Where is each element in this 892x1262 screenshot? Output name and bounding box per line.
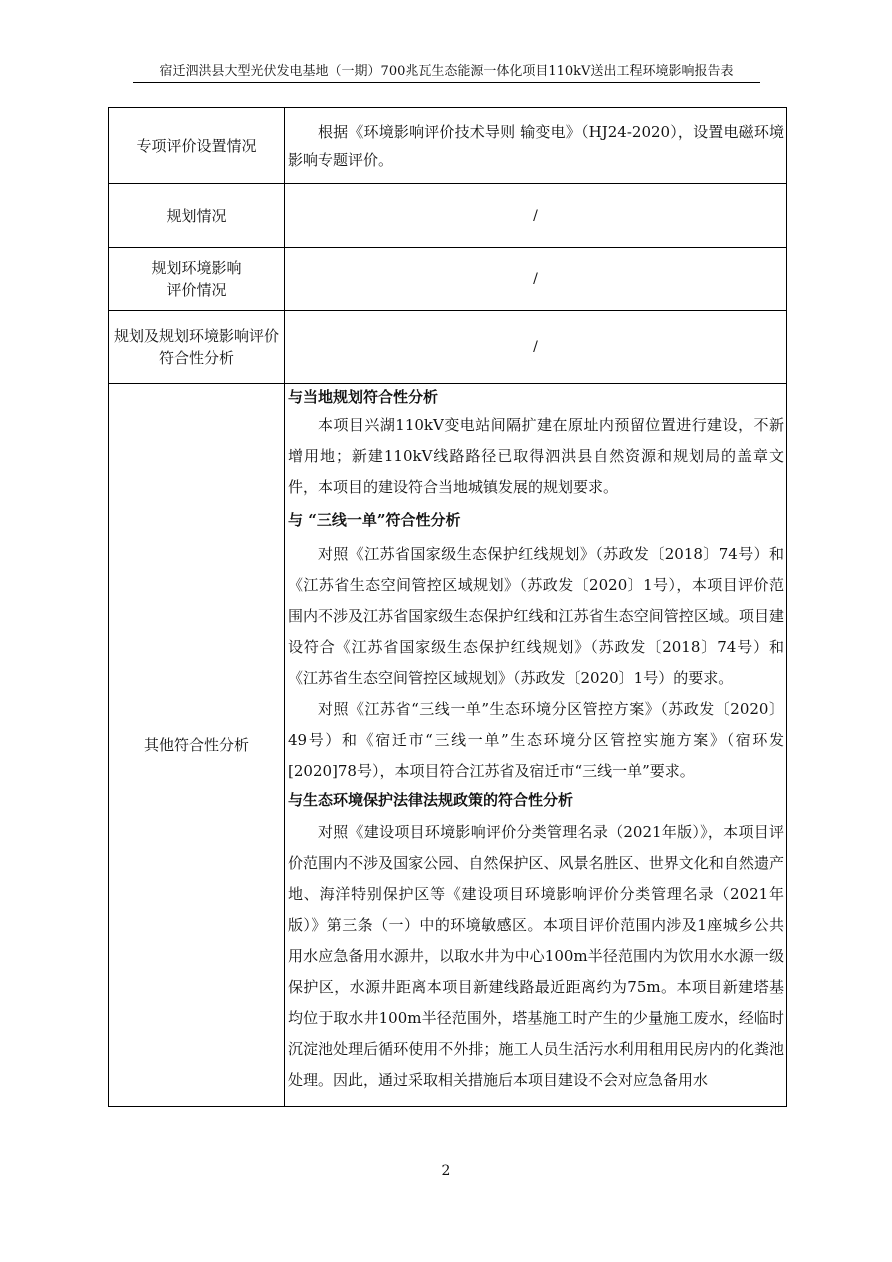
paragraph: 本项目兴湖110kV变电站间隔扩建在原址内预留位置进行建设，不新增用地；新建110kV线路路径已取得泗洪县自然资源和规划局的盖章文件，本项目的建设符合当地城镇发展的规划要求。 xyxy=(288,416,784,496)
paragraph: 对照《建设项目环境影响评价分类管理名录（2021年版）》，本项目评价范围内不涉及国家公园、自然保护区、风景名胜区、世界文化和自然遗产地、海洋特别保护区等《建设项目环境影响评价分类管理名录（2021年版）》第三条（一）中的环境敏感区。本项目评价范围内涉及1座城乡公共用水应急备用水源井，以取水井为中心100m半径范围内为饮用水水源一级保护区，水源井距离本项目新建线路最近距离约为75m。本项目新建塔基均位于取水井100m半径范围外，塔基施工时产生的少量施工废水，经临时沉淀池处理后循环使用不外排；施工人员生活污水利用租用民房内的化粪池处理。因此，通过采取相关措施后本项目建设不会对应急备用水 xyxy=(288,823,784,1089)
planning-value: / xyxy=(285,184,787,248)
label-line: 评价情况 xyxy=(166,281,227,299)
label-line: 符合性分析 xyxy=(158,349,234,367)
paragraph: 对照《江苏省国家级生态保护红线规划》（苏政发〔2018〕74号）和《江苏省生态空间管控区域规划》（苏政发〔2020〕1号），本项目评价范围内不涉及江苏省国家级生态保护红线和江苏省生态空间管控区域。项目建设符合《江苏省国家级生态保护红线规划》（苏政发〔2018〕74号）和《江苏省生态空间管控区域规划》（苏政发〔2020〕1号）的要求。 xyxy=(288,545,784,687)
row-label-planning-eia xyxy=(109,248,285,311)
compliance-table xyxy=(108,107,787,1107)
row-label-special-eval: 专项评价设置情况 xyxy=(109,108,285,184)
document-header: 宿迁泗洪县大型光伏发电基地（一期）700兆瓦生态能源一体化项目110kV送出工程环境影响报告表 xyxy=(133,62,760,83)
label-line: 规划环境影响 xyxy=(151,259,242,277)
table-row xyxy=(109,248,787,311)
planning-eia-value: / xyxy=(285,248,787,311)
table-row xyxy=(109,384,787,1107)
paragraph: 对照《江苏省“三线一单”生态环境分区管控方案》（苏政发〔2020〕49号）和《宿迁市“三线一单”生态环境分区管控实施方案》（宿环发[2020]78号），本项目符合江苏省及宿迁市“三线一单”要求。 xyxy=(288,700,784,780)
row-label-other: 其他符合性分析 xyxy=(109,384,285,1107)
planning-compliance-value: / xyxy=(285,311,787,384)
label-line: 规划及规划环境影响评价 xyxy=(113,327,279,345)
page-number: 2 xyxy=(441,1163,451,1179)
table-row xyxy=(109,311,787,384)
row-label-planning: 规划情况 xyxy=(109,184,285,248)
row-label-planning-compliance xyxy=(109,311,285,384)
special-eval-text: 根据《环境影响评价技术导则 输变电》（HJ24-2020），设置电磁环境影响专题评价。 xyxy=(288,122,784,169)
section-heading-laws: 与生态环境保护法律法规政策的符合性分析 xyxy=(288,791,574,809)
table-row xyxy=(109,108,787,184)
section-heading-three-lines: 与 “三线一单”符合性分析 xyxy=(288,511,461,529)
table-row xyxy=(109,184,787,248)
section-heading-local-planning: 与当地规划符合性分析 xyxy=(288,388,439,406)
